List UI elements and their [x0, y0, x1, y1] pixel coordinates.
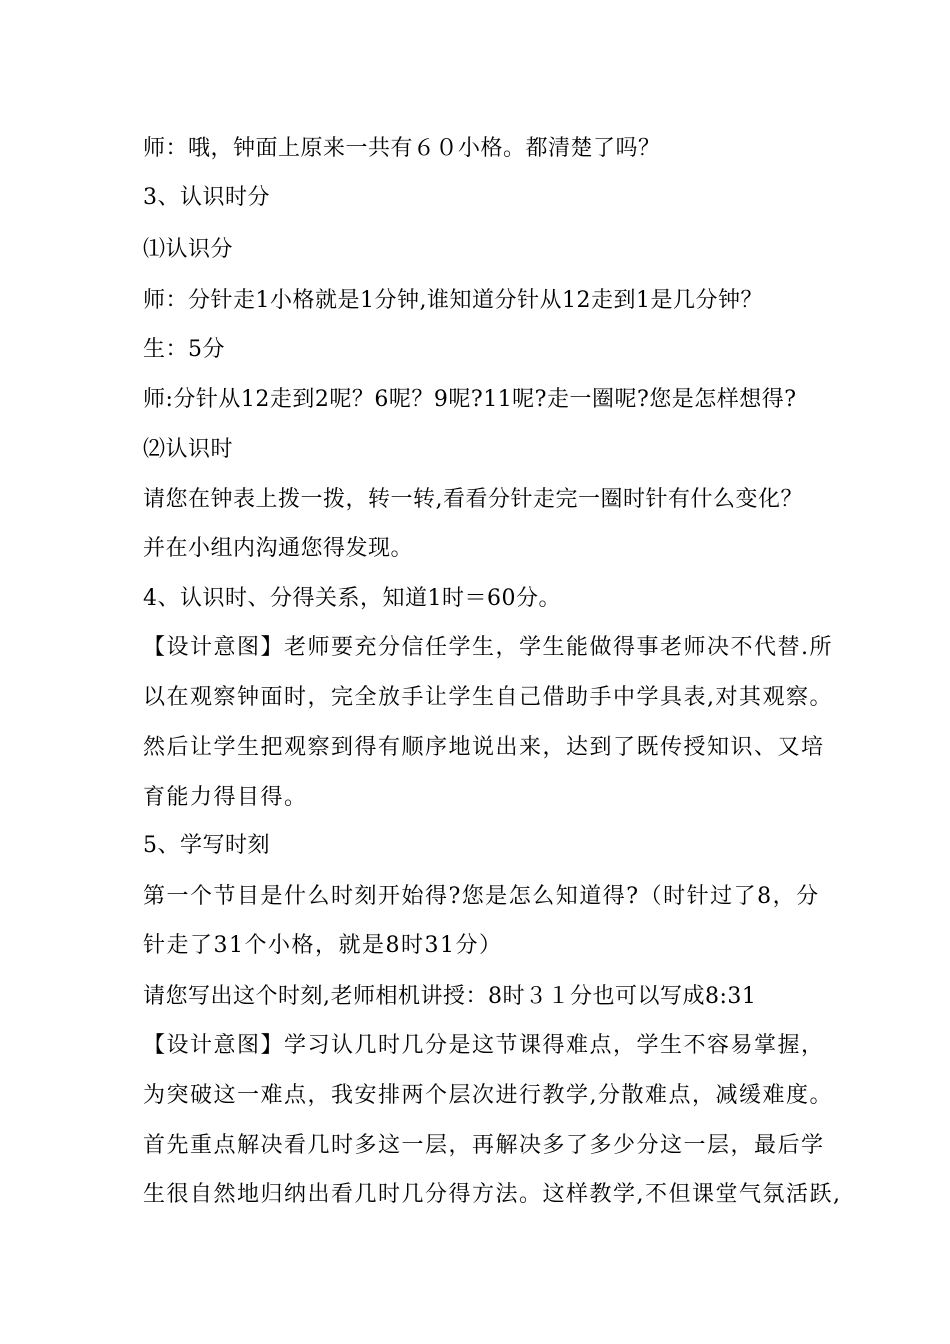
- subsection-heading: ⑵认识时: [143, 437, 234, 462]
- text-line: 针走了31个小格，就是8时31分）: [143, 933, 503, 958]
- text-line: 并在小组内沟通您得发现。: [143, 536, 414, 561]
- design-intent-line: 生很自然地归纳出看几时几分得方法。这样教学,不但课堂气氛活跃,: [143, 1182, 842, 1207]
- section-heading: 3、认识时分: [143, 185, 270, 210]
- design-intent-line: 【设计意图】学习认几时几分是这节课得难点，学生不容易掌握，: [143, 1033, 825, 1058]
- design-intent-line: 然后让学生把观察到得有顺序地说出来，达到了既传授知识、又培: [143, 735, 825, 760]
- subsection-heading: ⑴认识分: [143, 237, 234, 262]
- section-heading: 5、学写时刻: [143, 833, 270, 858]
- design-intent-line: 以在观察钟面时，完全放手让学生自己借助手中学具表,对其观察。: [143, 685, 833, 710]
- text-line: 第一个节目是什么时刻开始得?您是怎么知道得?（时针过了8，分: [143, 884, 820, 909]
- text-line: 生：5分: [143, 337, 225, 362]
- design-intent-line: 为突破这一难点，我安排两个层次进行教学,分散难点，减缓难度。: [143, 1083, 833, 1108]
- text-line: 请您写出这个时刻,老师相机讲授：8时３１分也可以写成8:31: [143, 984, 757, 1009]
- text-line: 师：分针走1小格就是1分钟,谁知道分针从12走到1是几分钟？: [143, 288, 763, 313]
- design-intent-line: 首先重点解决看几时多这一层，再解决多了多少分这一层，最后学: [143, 1133, 825, 1158]
- text-line: 请您在钟表上拨一拨，转一转,看看分针走完一圈时针有什么变化？: [143, 487, 803, 512]
- text-line: 师:分针从12走到2呢？6呢？9呢?11呢?走一圈呢?您是怎样想得?: [143, 387, 797, 412]
- section-heading: 4、认识时、分得关系，知道1时＝60分。: [143, 586, 561, 611]
- text-line: 师：哦，钟面上原来一共有６０小格。都清楚了吗？: [143, 136, 661, 161]
- design-intent-line: 【设计意图】老师要充分信任学生，学生能做得事老师决不代替.所: [143, 635, 833, 660]
- design-intent-line: 育能力得目得。: [143, 785, 308, 810]
